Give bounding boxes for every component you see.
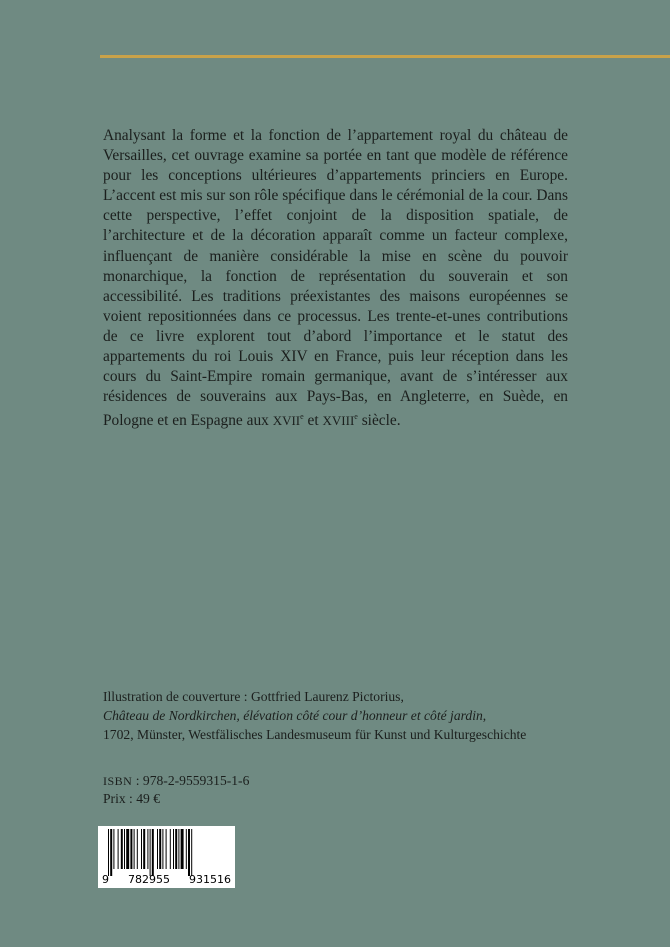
isbn-label: ISBN	[103, 774, 133, 788]
barcode-bar	[130, 829, 132, 869]
barcode-bar	[118, 829, 119, 869]
barcode-bar	[157, 829, 158, 869]
price: Prix : 49 €	[103, 791, 161, 806]
barcode-bar	[124, 829, 125, 869]
blurb-and: et	[303, 412, 323, 430]
barcode-bar	[141, 829, 142, 869]
barcode-bar	[159, 829, 161, 869]
barcode-bar	[191, 829, 192, 876]
barcode-group-1: 782955	[128, 873, 170, 886]
back-cover-blurb	[103, 126, 568, 432]
century-18: XVIII	[322, 413, 355, 429]
century-17: XVII	[272, 413, 301, 429]
barcode-bar	[113, 829, 114, 869]
blurb-end: siècle.	[357, 412, 401, 430]
barcode-bar	[178, 829, 179, 869]
barcode-bars	[98, 826, 235, 876]
barcode-bar	[121, 829, 123, 869]
isbn-value: : 978-2-9559315-1-6	[132, 773, 250, 788]
barcode-bar	[162, 829, 163, 869]
century-17-sup: e	[300, 412, 304, 422]
barcode-bar	[170, 829, 171, 869]
barcode-bar	[188, 829, 190, 876]
top-decorative-rule	[100, 55, 670, 58]
barcode-bar	[181, 829, 184, 869]
barcode-bar	[110, 829, 112, 876]
barcode-bar	[147, 829, 148, 869]
century-18-sup: e	[354, 412, 358, 422]
isbn-barcode	[98, 826, 235, 888]
blurb-text: Analysant la forme et la fonction de l’appartement royal du château de Versailles, cet ouvrage examine sa portée en tant que modèle de référence pour les conceptions ultérieures d’appartements princiers en Europe. L’accent est mis sur son rôle spécifique dans le cérémonial de la cour. Dans cette perspective, l’effet conjoint de la disposition spatiale, de l’architecture et de la décoration apparaît comme un facteur complexe, influençant de manière considérable la mise en scène du pouvoir monarchique, la fonction de représentation du souverain et son accessibilité. Les traditions préexistantes des maisons européennes se voient repositionnées dans ce processus. Les trente-et-unes contributions de ce livre explorent tout d’abord l’importance et le statut des appartements du roi Louis XIV en France, puis leur réception dans les cours du Saint-Empire romain germanique, avant de s’intéresser aux résidences de souverains aux Pays-Bas, en Angleterre, en Suède, en Pologne et en Espagne aux	[103, 127, 568, 430]
barcode-bar	[152, 829, 154, 876]
cover-illustration-credit	[103, 687, 573, 744]
barcode-first-digit: 9	[102, 873, 109, 886]
barcode-group-2: 931516	[189, 873, 231, 886]
barcode-bar	[126, 829, 129, 869]
barcode-bar	[150, 829, 151, 876]
credit-location: 1702, Münster, Westfälisches Landesmuseum für Kunst und Kulturgeschichte	[103, 727, 527, 742]
barcode-bar	[143, 829, 145, 869]
credit-artwork-title: Château de Nordkirchen, élévation côté cour d’honneur et côté jardin	[103, 708, 483, 723]
isbn-price-block	[103, 772, 403, 808]
barcode-bar	[186, 829, 187, 869]
barcode-bar	[108, 829, 109, 876]
barcode-bar	[134, 829, 135, 869]
barcode-bar	[166, 829, 167, 869]
credit-title-comma: ,	[482, 708, 487, 723]
barcode-bar	[137, 829, 138, 869]
barcode-bar	[173, 829, 174, 869]
credit-line-1: Illustration de couverture : Gottfried Laurenz Pictorius,	[103, 689, 404, 704]
barcode-digits	[98, 873, 235, 886]
barcode-bar	[175, 829, 177, 869]
